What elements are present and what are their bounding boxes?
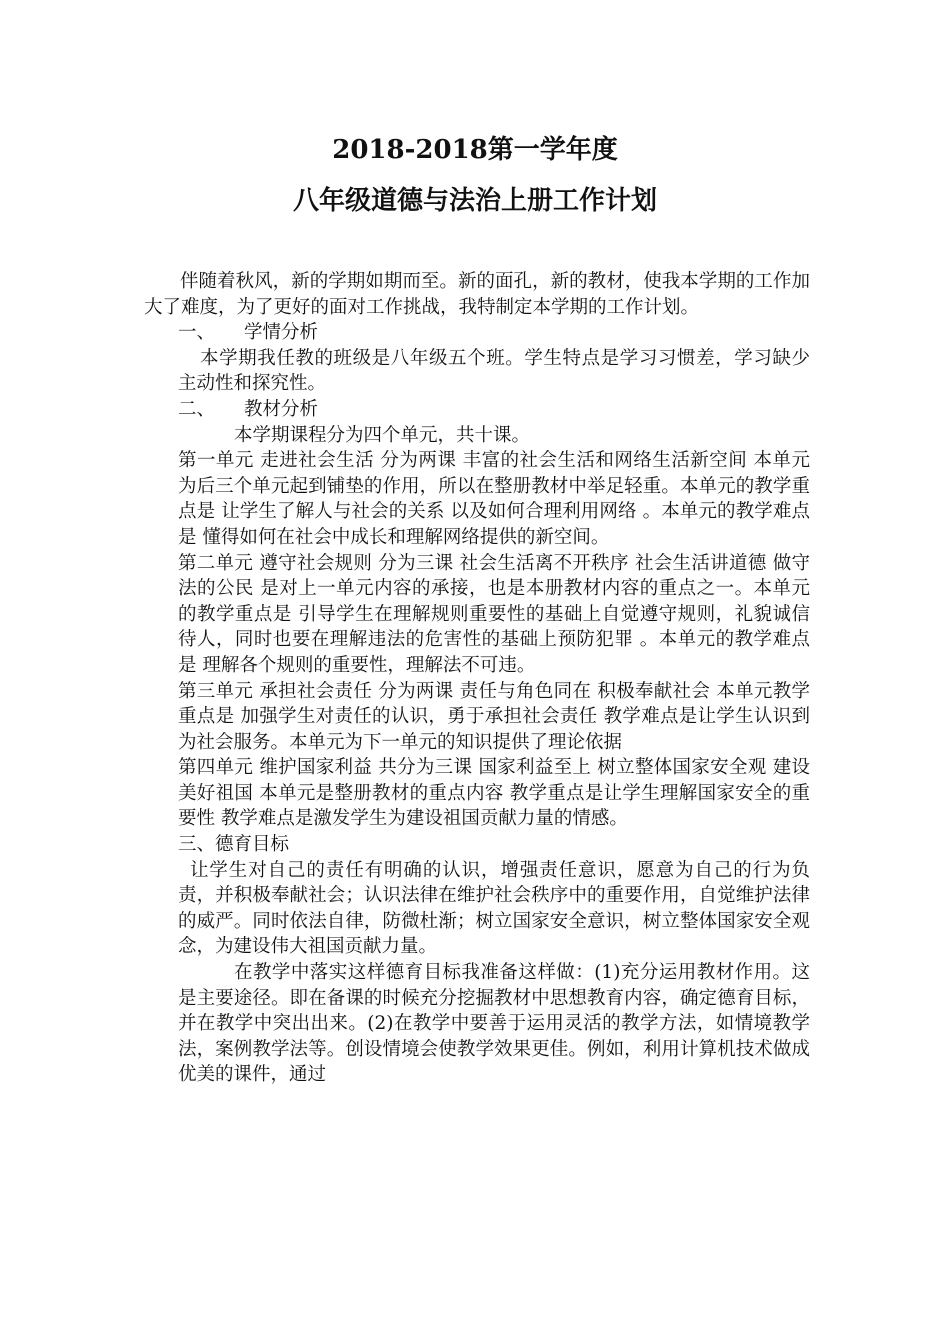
unit-paragraph-3: 第三单元 承担社会责任 分为两课 责任与角色同在 积极奉献社会 本单元教学重点是 加强学生对责任的认识，勇于承担社会责任 教学难点是让学生认识到为社会服务。本单元为下一单元的知识提供了理论依据 — [178, 680, 810, 753]
learning-analysis-paragraph: 本学期我任教的班级是八年级五个班。学生特点是学习习惯差，学习缺少主动性和探究性。 — [178, 347, 810, 395]
textbook-summary-paragraph: 本学期课程分为四个单元，共十课。 — [234, 424, 531, 446]
intro-paragraph: 伴随着秋风，新的学期如期而至。新的面孔，新的教材，使我本学期的工作加大了难度，为了更好的面对工作挑战，我特制定本学期的工作计划。 — [144, 271, 810, 318]
section-title: 学情分析 — [244, 322, 319, 344]
moral-methods-paragraph: 在教学中落实这样德育目标我准备这样做：(1)充分运用教材作用。这是主要途径。即在备课的时候充分挖掘教材中思想教育内容，确定德育目标，并在教学中突出出来。(2)在教学中要善于运用灵活的教学方法，如情境教学法，案例教学法等。创设情境会使教学效果更佳。例如，利用计算机技术做成优美的课件，通过 — [178, 962, 810, 1086]
unit-paragraph-1: 第一单元 走进社会生活 分为两课 丰富的社会生活和网络生活新空间 本单元为后三个单元起到铺垫的作用，所以在整册教材中举足轻重。本单元的教学重点是 让学生了解人与社会的关系 以及如何合理利用网络 。本单元的教学难点是 懂得如何在社会中成长和理解网络提供的新空间。 — [178, 450, 810, 548]
document-body — [144, 269, 810, 1088]
section-heading-moral-goals: 三、德育目标 — [178, 834, 290, 856]
section-heading-textbook — [178, 397, 810, 423]
section-heading-learning — [178, 320, 810, 346]
section-title: 教材分析 — [244, 398, 319, 420]
document-title-year: 2018-2018第一学年度 — [332, 135, 618, 165]
unit-paragraph-2: 第二单元 遵守社会规则 分为三课 社会生活离不开秩序 社会生活讲道德 做守法的公民 是对上一单元内容的承接，也是本册教材内容的重点之一。本单元的教学重点是 引导学生在理解规则重要性的基础上自觉遵守规则，礼貌诚信待人，同时也要在理解违法的危害性的基础上预防犯罪 。本单元的教学难点是 理解各个规则的重要性，理解法不可违。 — [178, 552, 810, 676]
unit-paragraph-4: 第四单元 维护国家利益 共分为三课 国家利益至上 树立整体国家安全观 建设美好祖国 本单元是整册教材的重点内容 教学重点是让学生理解国家安全的重要性 教学难点是激发学生为建设祖国贡献力量的情感。 — [178, 757, 810, 830]
section-number: 二、 — [178, 398, 216, 420]
section-number: 一、 — [178, 322, 216, 344]
moral-goals-paragraph: 让学生对自己的责任有明确的认识，增强责任意识，愿意为自己的行为负责，并积极奉献社会；认识法律在维护社会秩序中的重要作用，自觉维护法律的威严。同时依法自律，防微杜渐；树立国家安全意识，树立整体国家安全观念，为建设伟大祖国贡献力量。 — [178, 859, 810, 958]
document-title-main: 八年级道德与法治上册工作计划 — [292, 186, 657, 216]
